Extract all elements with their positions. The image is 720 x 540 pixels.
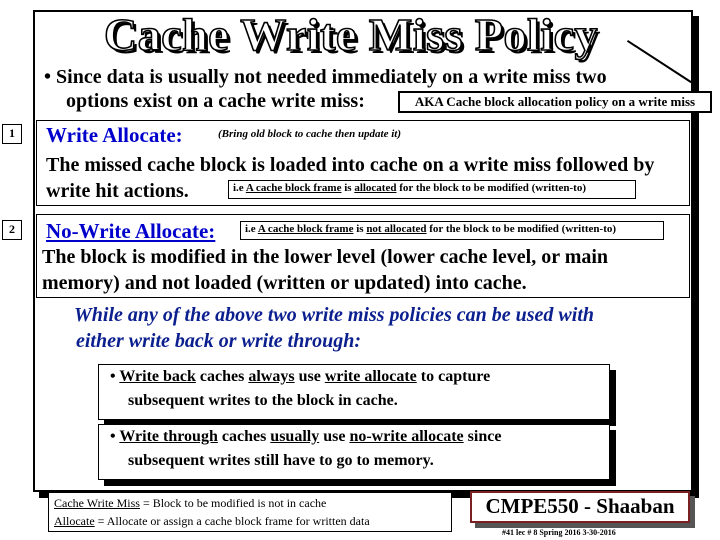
option-number-2: 2: [2, 220, 22, 240]
write-allocate-heading: Write Allocate:: [46, 123, 183, 147]
no-write-allocate-ie-box: [240, 221, 664, 240]
no-write-allocate-heading: No-Write Allocate:: [46, 219, 216, 243]
write-allocate-desc-2: write hit actions.: [46, 180, 189, 202]
write-back-term: Write back: [119, 368, 196, 385]
def-text-2: = Allocate or assign a cache block frame for written data: [94, 514, 370, 528]
intro-bullet-line2: options exist on a cache write miss:: [66, 90, 365, 112]
definition-row: [54, 494, 446, 512]
bullet-dot: •: [110, 368, 116, 385]
definition-row: [54, 512, 446, 530]
write-allocate-desc-1: The missed cache block is loaded into cache on a write miss followed by: [46, 154, 655, 176]
text: since: [463, 428, 502, 445]
ie-term: A cache block frame: [257, 223, 354, 235]
bullet-dot: •: [110, 428, 116, 445]
policy-statement-2: either write back or write through:: [76, 330, 362, 352]
write-back-line-2: subsequent writes to the block in cache.: [128, 392, 398, 409]
policy-statement-1: While any of the above two write miss policies can be used with: [74, 304, 594, 326]
ie-term: A cache block frame: [245, 182, 342, 194]
def-term-1: Cache Write Miss: [54, 496, 140, 510]
write-allocate-term: write allocate: [324, 368, 417, 385]
write-through-term: Write through: [119, 428, 218, 445]
ie-allocated: allocated: [354, 182, 397, 194]
write-allocate-ie-box: [228, 180, 636, 199]
ie-prefix: i.e: [245, 223, 258, 235]
always-term: always: [248, 368, 295, 385]
intro-bullet-line1: [44, 66, 607, 89]
no-write-allocate-term: no-write allocate: [349, 428, 464, 445]
option-number-1: 1: [2, 124, 22, 144]
text: caches: [217, 428, 271, 445]
bullet-dot: •: [44, 66, 52, 88]
write-back-line-1: [110, 368, 490, 386]
write-through-line-1: [110, 428, 501, 446]
ie-prefix: i.e: [233, 182, 246, 194]
intro-text-1: Since data is usually not needed immediately on a write miss two: [56, 66, 607, 88]
ie-suffix: for the block to be modified (written-to): [426, 223, 617, 235]
aka-note-box: AKA Cache block allocation policy on a write miss: [398, 91, 712, 113]
def-term-2: Allocate: [54, 514, 95, 528]
ie-suffix: for the block to be modified (written-to): [396, 182, 586, 194]
slide-footer: #41 lec # 8 Spring 2016 3-30-2016: [502, 528, 616, 537]
ie-not-allocated: not allocated: [366, 223, 427, 235]
definitions-box: [48, 492, 452, 532]
usually-term: usually: [270, 428, 320, 445]
slide-title: Cache Write Miss Policy: [104, 9, 598, 60]
text: use: [319, 428, 350, 445]
write-allocate-note: (Bring old block to cache then update it): [218, 128, 402, 140]
no-write-allocate-desc-1: The block is modified in the lower level (lower cache level, or main: [42, 246, 609, 268]
ie-mid: is: [341, 182, 355, 194]
write-through-line-2: subsequent writes still have to go to memory.: [128, 452, 434, 469]
text: to capture: [416, 368, 491, 385]
def-text-1: = Block to be modified is not in cache: [139, 496, 327, 510]
course-badge: CMPE550 - Shaaban: [470, 491, 690, 523]
text: use: [294, 368, 325, 385]
ie-mid: is: [353, 223, 367, 235]
no-write-allocate-desc-2: memory) and not loaded (written or updated) into cache.: [42, 272, 527, 294]
text: caches: [195, 368, 249, 385]
